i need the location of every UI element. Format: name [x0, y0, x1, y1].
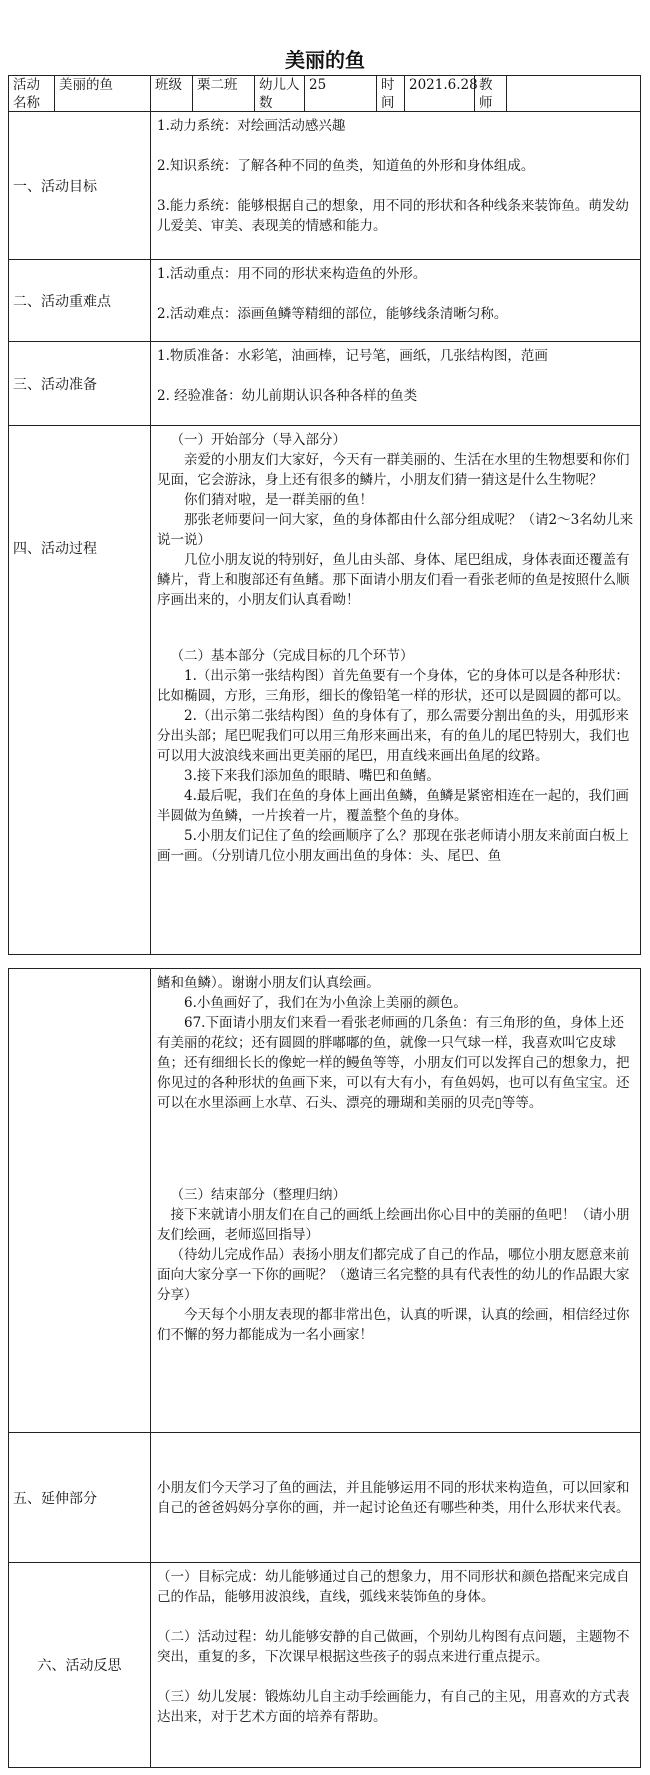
process-paragraph: 那张老师要问一问大家，鱼的身体都由什么部分组成呢？（请2～3名幼儿来说一说）: [157, 512, 634, 548]
process-paragraph: 今天每个小朋友表现的都非常出色，认真的听课，认真的绘画，相信经过你们不懈的努力都能成为一名小画家！: [157, 1307, 630, 1343]
goal-line: 2.知识系统：了解各种不同的鱼类，知道鱼的外形和身体组成。: [157, 158, 535, 174]
process-part1-heading: （一）开始部分（导入部分）: [170, 432, 346, 448]
key-points-label: 二、活动重难点: [9, 260, 151, 341]
count-label: 幼儿人数: [255, 76, 305, 111]
reflection-content: [151, 1563, 640, 1767]
process-paragraph: 67.下面请小朋友们来看一看张老师画的几条鱼：有三角形的鱼，身体上还有美丽的花纹；还有圆圆的胖嘟嘟的鱼，就像一只气球一样，我喜欢叫它皮球鱼；还有细细长长的像蛇一样的鳗鱼等等，小朋友们可以发挥自己的想象力，把你见过的各种形状的鱼画下来，可以有大有小，有鱼妈妈，也可以有鱼宝宝。还可以在水里添画上水草、石头、漂亮的珊瑚和美丽的贝壳▯等等。: [157, 1015, 630, 1111]
key-points-content: [151, 260, 640, 341]
process-paragraph: 接下来就请小朋友们在自己的画纸上绘画出你心目中的美丽的鱼吧！（请小朋友们绘画，老师巡回指导）: [157, 1207, 630, 1243]
teacher-label: 教师: [475, 76, 507, 111]
class-value: 栗二班: [193, 76, 255, 111]
process-continued-row: [9, 969, 640, 1433]
process-paragraph: 几位小朋友说的特别好，鱼儿由头部、身体、尾巴组成，身体表面还覆盖有鳞片，背上和腹部还有鱼鳍。那下面请小朋友们看一看张老师的鱼是按照什么顺序画出来的，小朋友们认真看呦！: [157, 552, 630, 608]
key-point-line: 1.活动重点：用不同的形状来构造鱼的外形。: [157, 266, 427, 282]
process-label: 四、活动过程: [9, 426, 151, 954]
process-continued-label: [9, 969, 151, 1432]
time-label: 时间: [377, 76, 405, 111]
process-paragraph: 你们猜对啦，是一群美丽的鱼！: [184, 492, 373, 508]
process-paragraph: 1.（出示第一张结构图）首先鱼要有一个身体，它的身体可以是各种形状：比如椭圆，方形，三角形，细长的像铅笔一样的形状，还可以是圆圆的都可以。: [157, 668, 630, 704]
reflection-line: （二）活动过程：幼儿能够安静的自己做画，个别幼儿构图有点问题，主题物不突出，重复的多，下次课早根据这些孩子的弱点来进行重点提示。: [157, 1629, 630, 1665]
process-paragraph: 6.小鱼画好了，我们在为小鱼涂上美丽的颜色。: [184, 995, 467, 1011]
preparation-content: [151, 342, 640, 425]
extension-row: [9, 1433, 640, 1563]
preparation-line: 1.物质准备：水彩笔，油画棒，记号笔，画纸，几张结构图，范画: [157, 348, 548, 364]
reflection-line: （一）目标完成：幼儿能够通过自己的想象力，用不同形状和颜色搭配来完成自己的作品，能够用波浪线，直线，弧线来装饰鱼的身体。: [157, 1569, 630, 1605]
process-paragraph: 3.接下来我们添加鱼的眼睛、嘴巴和鱼鳍。: [184, 768, 440, 784]
extension-label: 五、延伸部分: [9, 1433, 151, 1562]
process-paragraph: 5.小朋友们记住了鱼的绘画顺序了么？那现在张老师请小朋友来前面白板上画一画。（分别请几位小朋友画出鱼的身体：头、尾巴、鱼: [157, 828, 629, 864]
header-row: [9, 76, 640, 112]
time-value: 2021.6.28: [405, 76, 475, 111]
process-paragraph: 4.最后呢，我们在鱼的身体上画出鱼鳞，鱼鳞是紧密相连在一起的，我们画半圆做为鱼鳞，一片挨着一片，覆盖整个鱼的身体。: [157, 788, 629, 824]
document-title: 美丽的鱼: [285, 48, 365, 72]
extension-text: 小朋友们今天学习了鱼的画法，并且能够运用不同的形状来构造鱼，可以回家和自己的爸爸妈妈分享你的画，并一起讨论鱼还有哪些种类，用什么形状来代表。: [157, 1479, 630, 1516]
lesson-plan-table-page1: [8, 75, 641, 955]
goal-line: 1.动力系统：对绘画活动感兴趣: [157, 118, 346, 134]
lesson-plan-table-page2: [8, 968, 641, 1768]
process-paragraph: 鳍和鱼鳞）。谢谢小朋友们认真绘画。: [157, 975, 380, 991]
reflection-row: [9, 1563, 640, 1767]
process-content: [151, 426, 640, 954]
goals-label: 一、活动目标: [9, 112, 151, 259]
goals-row: [9, 112, 640, 260]
process-part3-heading: （三）结束部分（整理归纳）: [170, 1187, 346, 1203]
class-label: 班级: [151, 76, 193, 111]
key-points-row: [9, 260, 640, 342]
count-value: 25: [305, 76, 377, 111]
process-row: [9, 426, 640, 954]
preparation-label: 三、活动准备: [9, 342, 151, 425]
process-part2-heading: （二）基本部分（完成目标的几个环节）: [170, 648, 414, 664]
key-point-line: 2.活动难点：添画鱼鳞等精细的部位，能够线条清晰匀称。: [157, 306, 508, 322]
preparation-line: 2. 经验准备：幼儿前期认识各种各样的鱼类: [157, 388, 418, 404]
reflection-label: 六、活动反思: [9, 1563, 151, 1767]
teacher-value: [507, 76, 640, 111]
reflection-line: （三）幼儿发展：锻炼幼儿自主动手绘画能力，有自己的主见，用喜欢的方式表达出来，对于艺术方面的培养有帮助。: [157, 1689, 630, 1725]
activity-name-label: 活动名称: [9, 76, 55, 111]
process-paragraph: 2.（出示第二张结构图）鱼的身体有了，那么需要分割出鱼的头，用弧形来分出头部；尾巴呢我们可以用三角形来画出来，有的鱼儿的尾巴特别大，我们也可以用大波浪线来画出更美丽的尾巴，用直线来画出鱼尾的纹路。: [157, 708, 630, 764]
process-paragraph: 亲爱的小朋友们大家好，今天有一群美丽的、生活在水里的生物想要和你们见面，它会游泳，身上还有很多的鳞片，小朋友们猜一猜这是什么生物呢？: [157, 452, 630, 488]
process-continued-content: [151, 969, 640, 1432]
process-paragraph: （待幼儿完成作品）表扬小朋友们都完成了自己的作品，哪位小朋友愿意来前面向大家分享一下你的画呢？（邀请三名完整的具有代表性的幼儿的作品跟大家分享）: [157, 1247, 630, 1303]
extension-content: [151, 1433, 640, 1562]
preparation-row: [9, 342, 640, 426]
goal-line: 3.能力系统：能够根据自己的想象，用不同的形状和各种线条来装饰鱼。萌发幼儿爱美、审美、表现美的情感和能力。: [157, 198, 629, 234]
goals-content: [151, 112, 640, 259]
activity-name-value: 美丽的鱼: [55, 76, 151, 111]
